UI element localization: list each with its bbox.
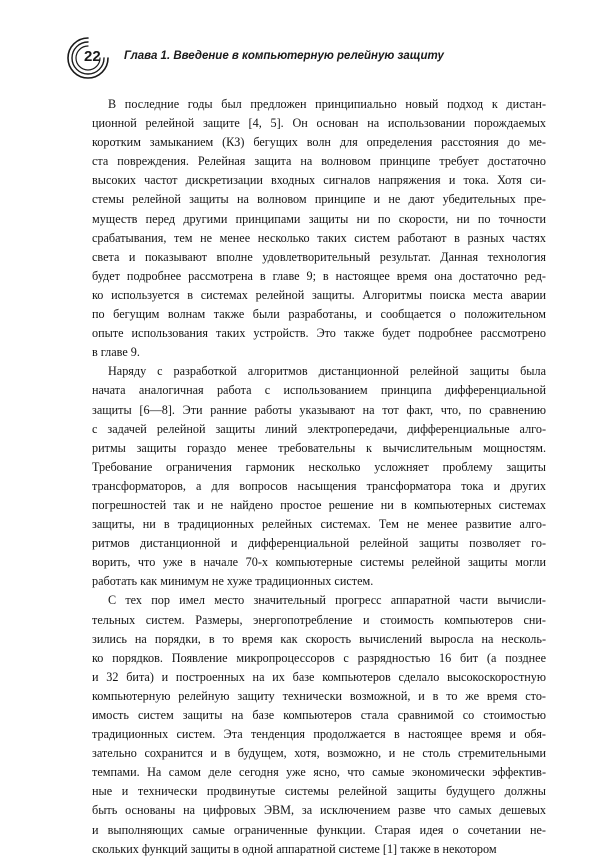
text-line: будет подробнее рассмотрена в главе 9; в настоящее время она достаточно ред- <box>92 268 546 283</box>
text-line: Требование ограничения гармоник несколько усложняет проблему защиты <box>92 459 546 474</box>
page-number: 22 <box>84 48 101 65</box>
text-line: и выполняющих самые ограниченные функции. Старая идея о сочетании не- <box>92 822 546 837</box>
text-line: высоких частот дискретизации входных сигналов напряжения и тока. Хотя си- <box>92 173 546 188</box>
text-line: срабатывания, тем не менее несколько таких систем работают в разных частях <box>92 230 546 245</box>
text-line: ко порядков. Появление микропроцессоров с разрядностью 16 бит (а позднее <box>92 650 546 665</box>
text-line: и 32 бита) и построенных на их базе компьютеров сделало высокоскоростную <box>92 669 546 684</box>
text-line: Наряду с разработкой алгоритмов дистанционной релейной защиты была <box>108 364 546 379</box>
text-line: опыте использования таких устройств. Это также будет подробнее рассмотрено <box>92 326 546 341</box>
text-line: начата аналогичная работа с использованием принципа дифференциальной <box>92 383 546 398</box>
text-line: муществ перед другими принципами защиты ни по скорости, ни по точности <box>92 211 546 226</box>
text-line: защиты, ни в традиционных релейных системах. Тем не менее развитие алго- <box>92 517 546 532</box>
page-header <box>66 36 566 76</box>
text-line: ко используется в системах релейной защиты. Алгоритмы поиска места аварии <box>92 287 546 302</box>
text-line: В последние годы был предложен принципиально новый подход к дистан- <box>108 97 546 111</box>
text-line: стемы релейной защиты на волновом принципе и не дают убедительных пре- <box>92 192 546 207</box>
text-line: скольких функций защиты в одной аппаратной системе [1] также в некотором <box>92 841 497 856</box>
text-line: быть основаны на цифровых ЭВМ, за исключением разве что самых дешевых <box>92 803 546 818</box>
paragraph <box>92 95 546 362</box>
text-line: ные и технически продвинутые системы релейной защиты будущего должны <box>92 784 546 799</box>
text-line: ционной релейной защите [4, 5]. Он основан на использовании порождаемых <box>92 116 546 131</box>
body-text <box>92 95 546 859</box>
text-line: ворить, что уже в начале 70-х компьютерные системы релейной защиты могли <box>92 555 546 570</box>
text-line: с задачей релейной защиты линий электропередачи, дифференциальные алго- <box>92 421 546 436</box>
text-line: защиты [6—8]. Эти ранние работы указывают на тот факт, что, по сравнению <box>92 402 546 417</box>
text-line: С тех пор имел место значительный прогресс аппаратной части вычисли- <box>108 593 546 608</box>
paragraph <box>92 591 546 858</box>
text-line: зились на порядки, в то время как скорость вычислений выросла на несколь- <box>92 631 546 646</box>
text-line: традиционных систем. Эта тенденция продолжается в настоящее время и обя- <box>92 727 546 742</box>
text-line: в главе 9. <box>92 345 140 360</box>
text-line: тельных систем. Размеры, энергопотребление и стоимость компьютеров сни- <box>92 612 546 627</box>
text-line: ритмов дистанционной и дифференциальной релейной защиты позволяет го- <box>92 536 546 551</box>
text-line: ритмы защиты гораздо менее требовательны к вычислительным мощностям. <box>92 440 546 455</box>
text-line: зательно сохранится и в будущем, хотя, возможно, и не столь стремительными <box>92 746 546 761</box>
text-line: погрешностей так и не найдено простое решение ни в компьютерных системах <box>92 497 546 512</box>
text-line: работать как минимум не хуже традиционных систем. <box>92 574 374 589</box>
text-line: света и показывают вполне удовлетворительный результат. Данная технология <box>92 249 546 264</box>
text-line: имость систем защиты на базе компьютеров стала сравнимой со стоимостью <box>92 708 546 722</box>
text-line: коротким замыканием (КЗ) бегущих волн для определения расстояния до ме- <box>92 135 546 150</box>
text-line: ста повреждения. Релейная защита на волновом принципе требует достаточно <box>92 154 546 169</box>
text-line: темпами. На самом деле сегодня уже ясно, что самые экономически эффектив- <box>92 765 546 780</box>
paragraph <box>92 362 546 591</box>
text-line: по бегущим волнам также были разработаны, и сообщается о положительном <box>92 307 546 322</box>
running-head: Глава 1. Введение в компьютерную релейную защиту <box>124 50 444 62</box>
text-line: трансформаторов, а для вопросов насыщения трансформатора тока и других <box>92 478 546 493</box>
text-line: компьютерную релейную защиту технически возможной, и в то же время сто- <box>92 688 546 703</box>
